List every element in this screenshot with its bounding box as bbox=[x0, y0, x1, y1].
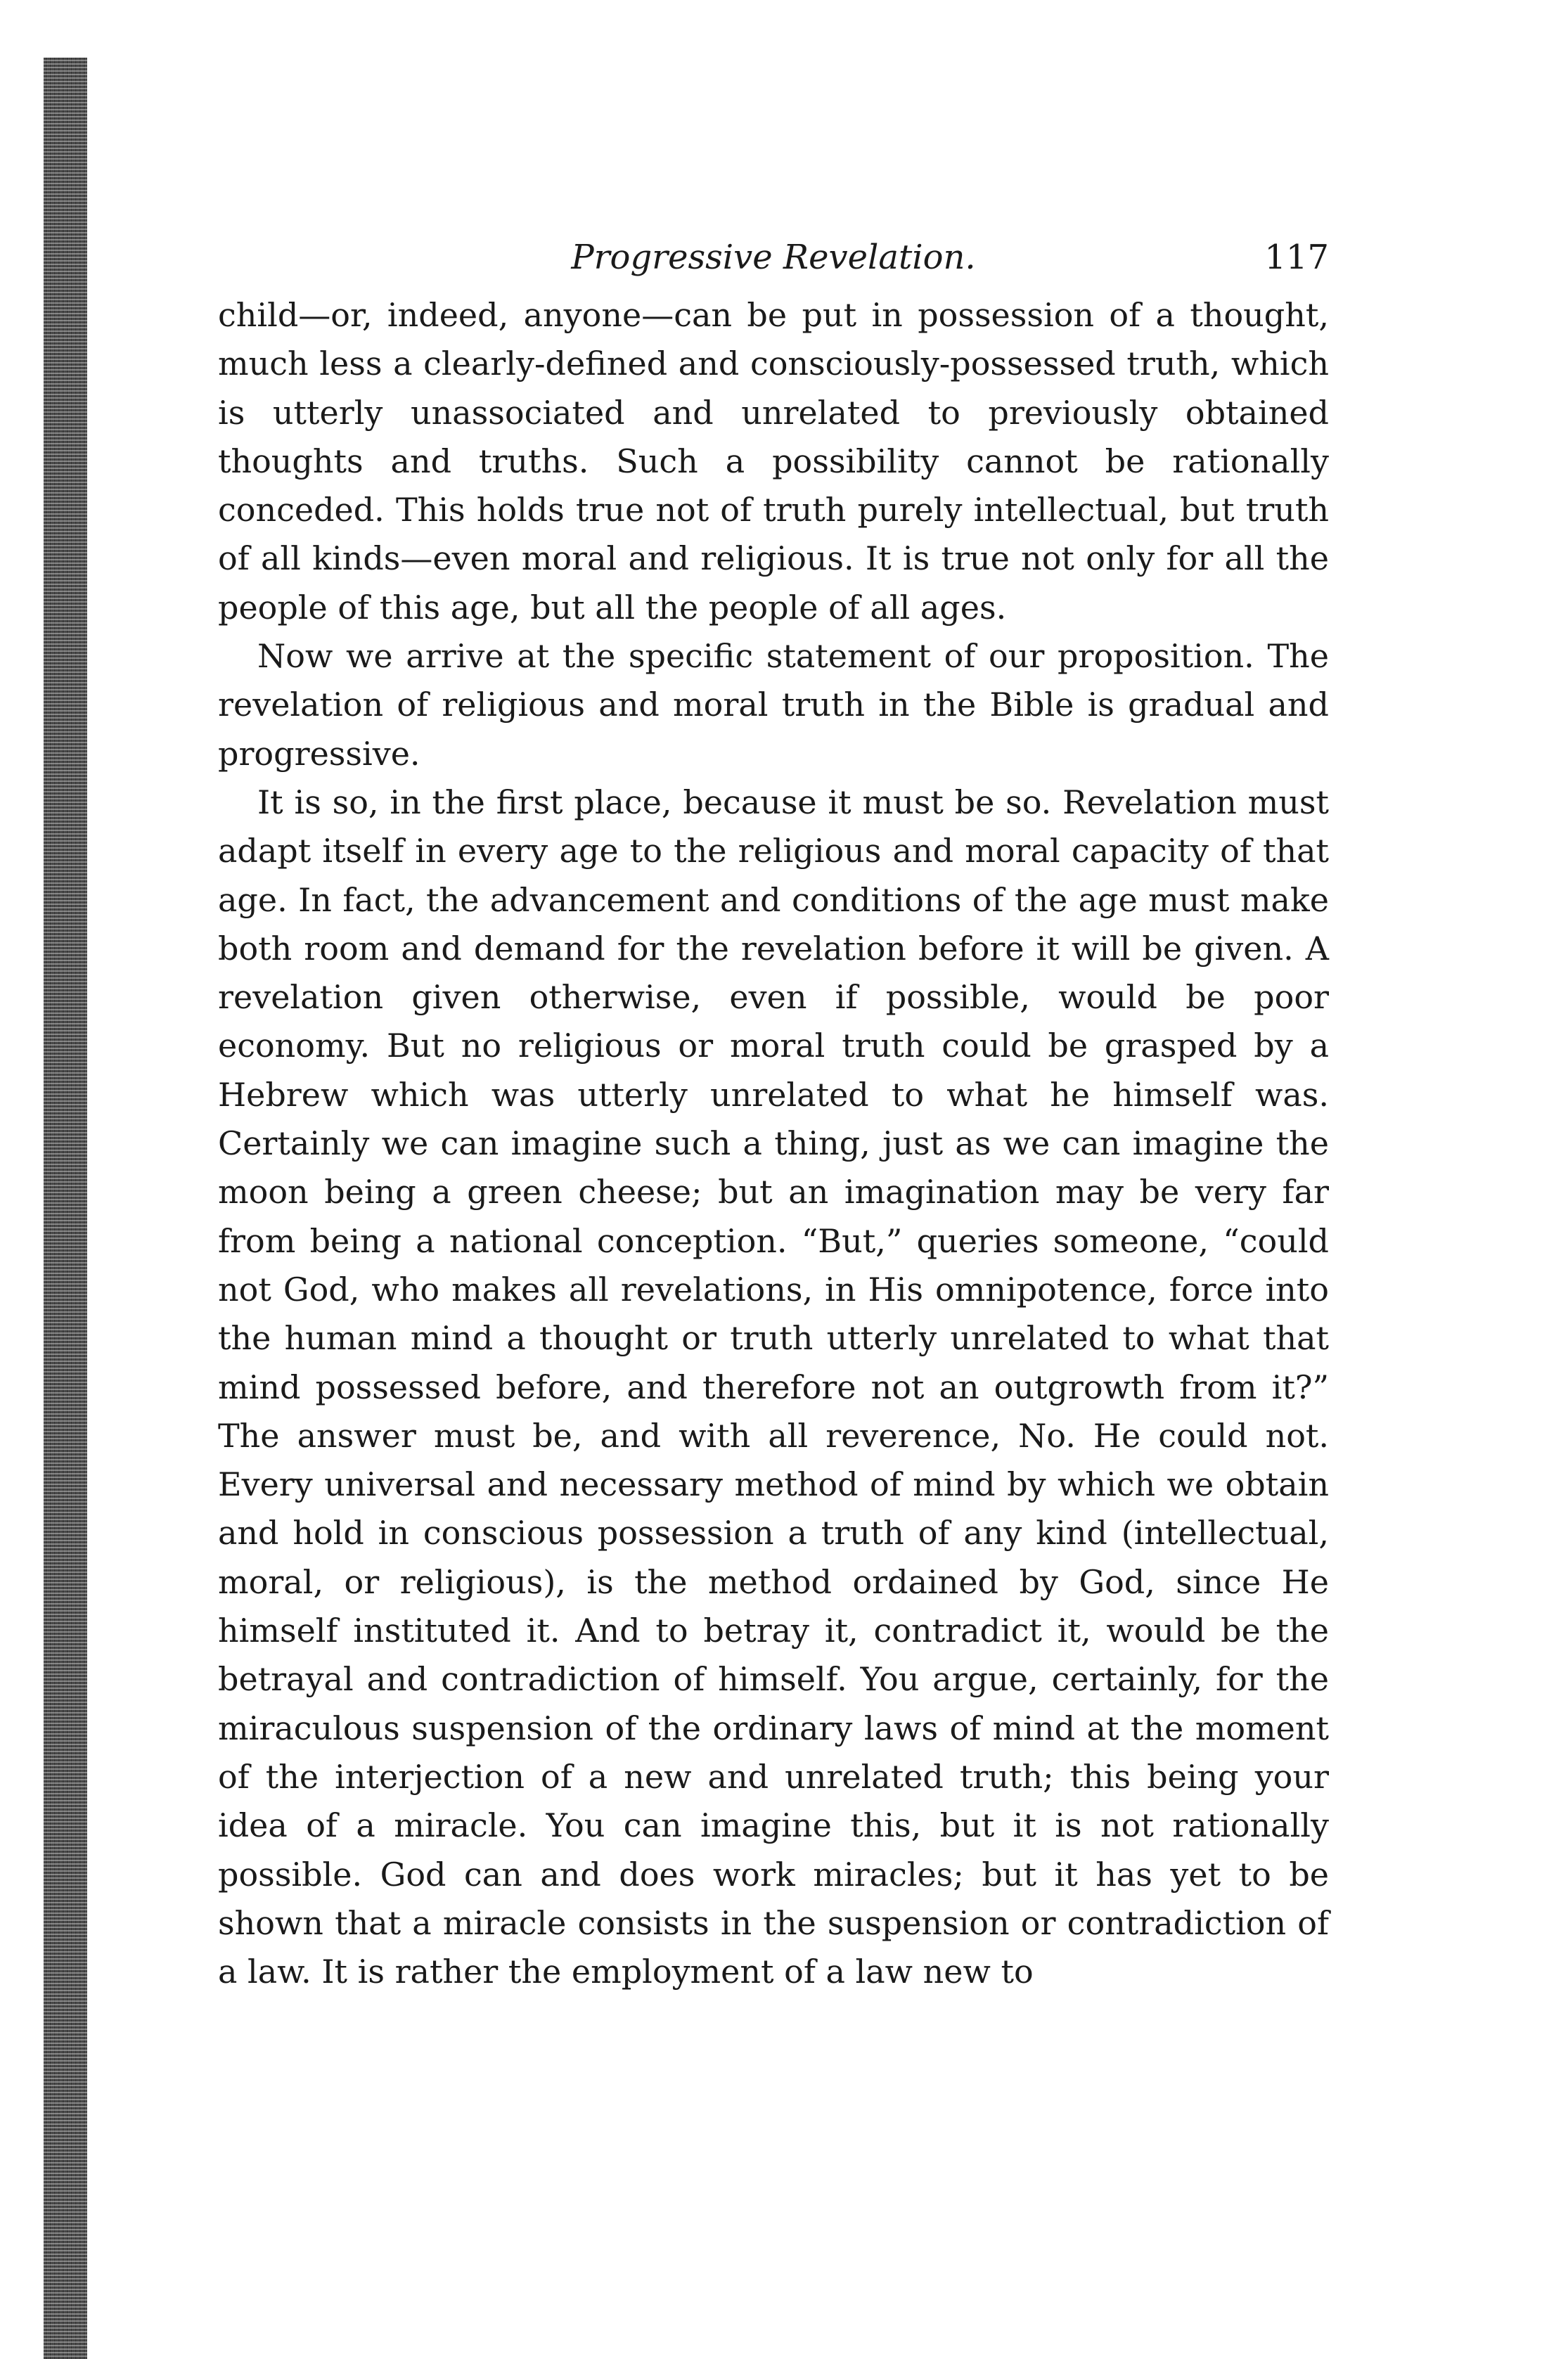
body-text bbox=[218, 291, 1329, 1996]
paragraph-proposition: Now we arrive at the specific statement of our proposition. The revelation of religious and moral truth in the Bible is gradual and progressive. bbox=[218, 637, 1329, 773]
scanned-binding-edge bbox=[44, 58, 87, 2359]
paragraph-argument: It is so, in the first place, because it must be so. Revelation must adapt itself in every age to the religious and moral capacity of that age. In fact, the advancement and conditions of the age must make both room and demand for the revelation before it will be given. A revelation given otherwise, even if possible, would be poor economy. But no religious or moral truth could be grasped by a Hebrew which was utterly unrelated to what he himself was. Certainly we can imagine such a thing, just as we can imagine the moon being a green cheese; but an imagination may be very far from being a national conception. “But,” queries someone, “could not God, who makes all revelations, in His omnipotence, force into the human mind a thought or truth utterly unrelated to what that mind possessed before, and therefore not an outgrowth from it?” The answer must be, and with all reverence, No. He could not. Every universal and necessary method of mind by which we obtain and hold in conscious possession a truth of any kind (intellectual, moral, or religious), is the method ordained by God, since He himself instituted it. And to betray it, contradict it, would be the betrayal and contradiction of himself. You argue, certainly, for the miraculous suspension of the ordinary laws of mind at the moment of the interjection of a new and unrelated truth; this being your idea of a miracle. You can imagine this, but it is not rationally possible. God can and does work miracles; but it has yet to be shown that a miracle consists in the suspension or contradiction of a law. It is rather the employment of a law new to bbox=[218, 783, 1329, 1991]
page-number: 117 bbox=[1264, 238, 1329, 277]
running-title: Progressive Revelation. bbox=[571, 238, 976, 277]
paragraph-continued: child—or, indeed, anyone—can be put in possession of a thought, much less a clearly-defined and consciously-possessed truth, which is utterly unassociated and unrelated to previously obtained thoughts and truths. Such a possibility cannot be rationally conceded. This holds true not of truth purely intellectual, but truth of all kinds—even moral and religious. It is true not only for all the people of this age, but all the people of all ages. bbox=[218, 296, 1329, 626]
book-page bbox=[218, 224, 1329, 1996]
running-head bbox=[218, 224, 1329, 280]
